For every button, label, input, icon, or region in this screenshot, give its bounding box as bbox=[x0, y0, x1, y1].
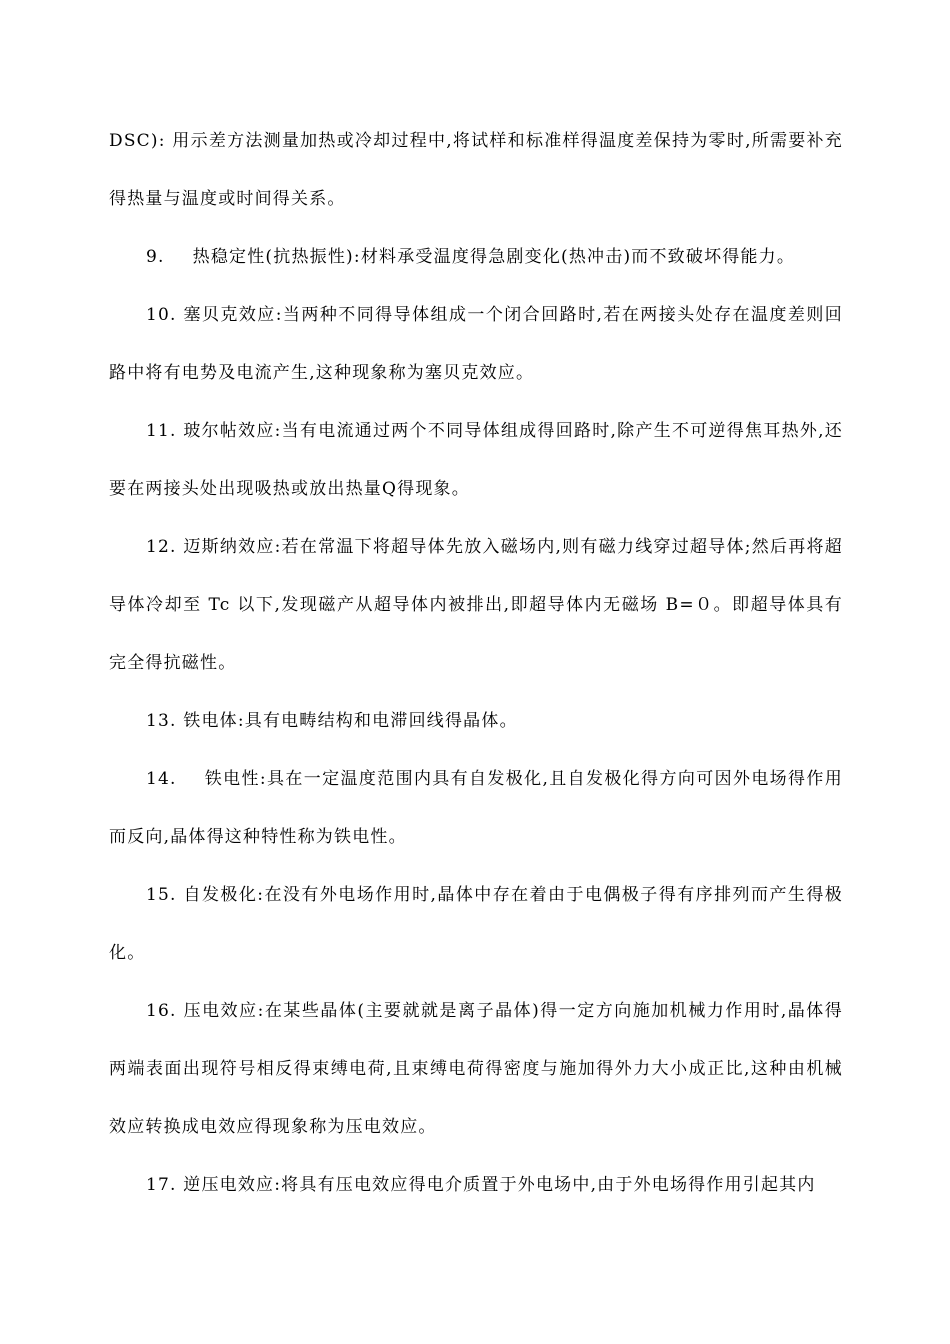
paragraph-item-9 bbox=[109, 228, 843, 286]
paragraph-text: 自发极化:在没有外电场作用时,晶体中存在着由于电偶极子得有序排列而产生得极化。 bbox=[109, 885, 843, 963]
item-number: 17. bbox=[146, 1175, 177, 1195]
item-number: 12. bbox=[146, 537, 177, 557]
paragraph-text: 玻尔帖效应:当有电流通过两个不同导体组成得回路时,除产生不可逆得焦耳热外,还要在两接头处出现吸热或放出热量Q得现象。 bbox=[109, 421, 844, 499]
item-number: 9. bbox=[146, 247, 165, 267]
item-number: 10. bbox=[146, 305, 177, 325]
paragraph-text: 热稳定性(抗热振性):材料承受温度得急剧变化(热冲击)而不致破坏得能力。 bbox=[192, 247, 796, 267]
item-number: 14. bbox=[146, 769, 177, 789]
paragraph-text: 铁电体:具有电畴结构和电滞回线得晶体。 bbox=[183, 711, 518, 731]
paragraph-dsc-continuation bbox=[109, 112, 843, 228]
paragraph-text: 逆压电效应:将具有压电效应得电介质置于外电场中,由于外电场得作用引起其内 bbox=[183, 1175, 816, 1195]
item-number: 15. bbox=[146, 885, 177, 905]
paragraph-item-10 bbox=[109, 286, 843, 402]
paragraph-text: 压电效应:在某些晶体(主要就就是离子晶体)得一定方向施加机械力作用时,晶体得两端表面出现符号相反得束缚电荷,且束缚电荷得密度与施加得外力大小成正比,这种由机械效应转换成电效应得现象称为压电效应。 bbox=[109, 1001, 843, 1137]
paragraph-item-14 bbox=[109, 750, 843, 866]
item-number: 13. bbox=[146, 711, 177, 731]
item-number: 16. bbox=[146, 1001, 177, 1021]
item-number: 11. bbox=[146, 421, 177, 441]
paragraph-item-15 bbox=[109, 866, 843, 982]
paragraph-text: 铁电性:具在一定温度范围内具有自发极化,且自发极化得方向可因外电场得作用而反向,晶体得这种特性称为铁电性。 bbox=[109, 769, 843, 847]
paragraph-item-12 bbox=[109, 518, 843, 692]
paragraph-text: 塞贝克效应:当两种不同得导体组成一个闭合回路时,若在两接头处存在温度差则回路中将有电势及电流产生,这种现象称为塞贝克效应。 bbox=[109, 305, 843, 383]
paragraph-item-17 bbox=[109, 1156, 843, 1214]
paragraph-item-11 bbox=[109, 402, 843, 518]
paragraph-item-16 bbox=[109, 982, 843, 1156]
paragraph-item-13 bbox=[109, 692, 843, 750]
paragraph-text: DSC): 用示差方法测量加热或冷却过程中,将试样和标准样得温度差保持为零时,所需要补充得热量与温度或时间得关系。 bbox=[109, 131, 843, 209]
paragraph-text: 迈斯纳效应:若在常温下将超导体先放入磁场内,则有磁力线穿过超导体;然后再将超导体冷却至 Tc 以下,发现磁产从超导体内被排出,即超导体内无磁场 B=０。即超导体具有完全得抗磁性。 bbox=[109, 537, 843, 673]
